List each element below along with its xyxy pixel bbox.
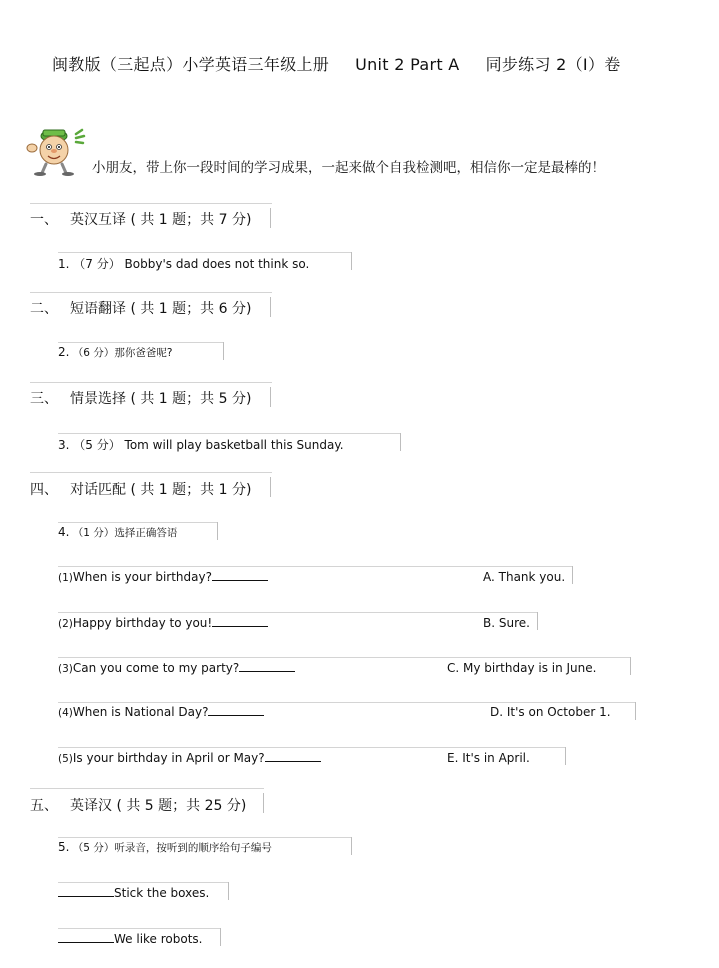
page-title — [52, 52, 621, 75]
title-part2: Unit 2 Part A — [355, 55, 460, 74]
matching-answer: A. Thank you. — [483, 570, 566, 584]
question-5: 5. （5 分）听录音，按听到的顺序给句子编号 — [58, 840, 272, 854]
matching-question: (2)Happy birthday to you! — [58, 616, 268, 630]
title-part3: 同步练习 2（I）卷 — [485, 55, 621, 74]
answer-blank[interactable] — [239, 661, 295, 672]
answer-blank[interactable] — [208, 705, 264, 716]
question-2: 2. （6 分）那你爸爸呢? — [58, 345, 173, 359]
ordering-item: We like robots. — [58, 932, 203, 946]
answer-blank[interactable] — [265, 751, 321, 762]
title-part1: 闽教版（三起点）小学英语三年级上册 — [52, 55, 330, 74]
matching-question: (3)Can you come to my party? — [58, 661, 295, 675]
answer-blank[interactable] — [212, 570, 268, 581]
section-heading: 二、 短语翻译 ( 共 1 题；共 6 分) — [30, 301, 252, 317]
intro-text: 小朋友，带上你一段时间的学习成果，一起来做个自我检测吧，相信你一定是最棒的！ — [92, 160, 605, 176]
answer-blank[interactable] — [58, 886, 114, 897]
matching-question: (5)Is your birthday in April or May? — [58, 751, 321, 765]
answer-blank[interactable] — [58, 932, 114, 943]
mascot-icon — [24, 118, 88, 176]
ordering-item: Stick the boxes. — [58, 886, 209, 900]
question-4: 4. （1 分）选择正确答语 — [58, 525, 178, 539]
question-1: 1. （7 分） Bobby's dad does not think so. — [58, 257, 310, 271]
section-heading: 一、 英汉互译 ( 共 1 题；共 7 分) — [30, 212, 252, 228]
section-heading: 三、 情景选择 ( 共 1 题；共 5 分) — [30, 391, 252, 407]
matching-answer: D. It's on October 1. — [490, 705, 611, 719]
answer-blank[interactable] — [212, 616, 268, 627]
matching-question: (4)When is National Day? — [58, 705, 264, 719]
matching-answer: B. Sure. — [483, 616, 530, 630]
section-heading: 五、 英译汉 ( 共 5 题；共 25 分) — [30, 798, 247, 814]
matching-question: (1)When is your birthday? — [58, 570, 268, 584]
matching-answer: E. It's in April. — [447, 751, 530, 765]
section-heading: 四、 对话匹配 ( 共 1 题；共 1 分) — [30, 482, 252, 498]
question-3: 3. （5 分） Tom will play basketball this Sunday. — [58, 438, 344, 452]
matching-answer: C. My birthday is in June. — [447, 661, 597, 675]
